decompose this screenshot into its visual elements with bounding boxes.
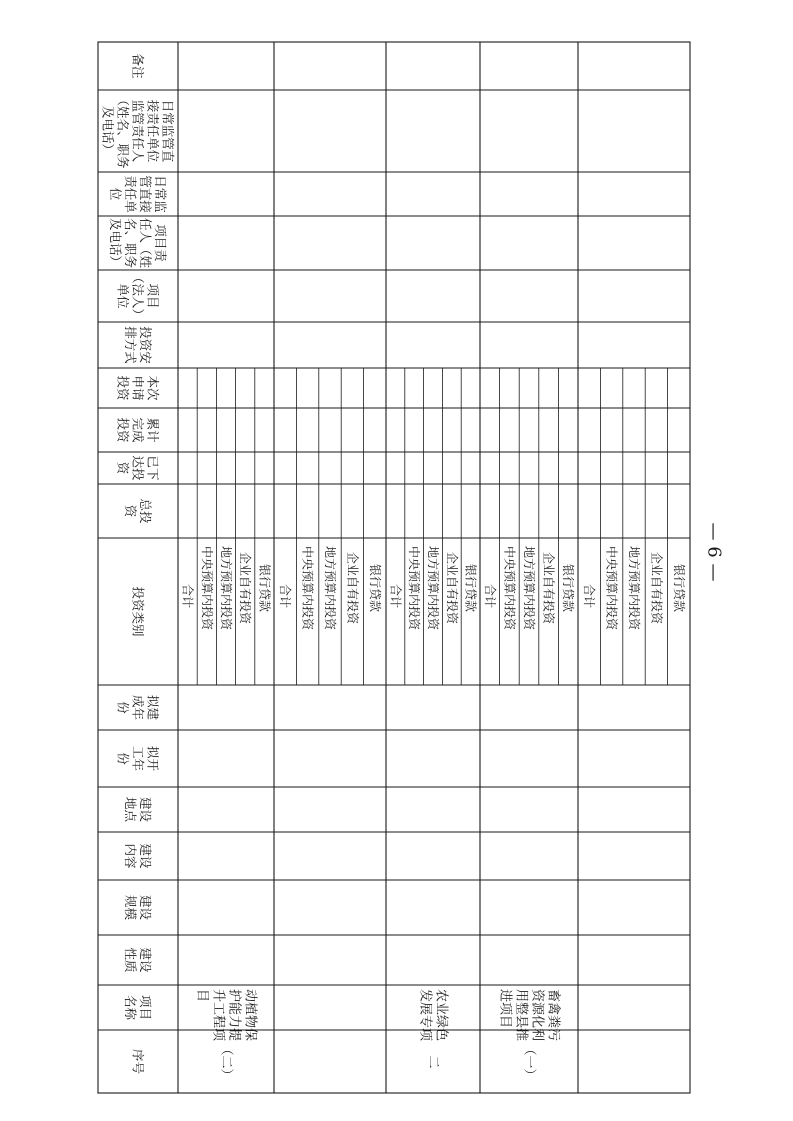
category-label: 中央预算内投资 [300, 545, 315, 631]
svg-text:任人（姓: 任人（姓 [138, 217, 153, 269]
svg-text:累计: 累计 [145, 417, 161, 443]
svg-text:完成: 完成 [130, 417, 146, 443]
category-label: 地方预算内投资 [219, 545, 233, 631]
svg-text:成年: 成年 [130, 694, 146, 721]
svg-text:项目: 项目 [145, 283, 161, 309]
svg-text:拟建: 拟建 [145, 694, 161, 721]
svg-text:建设: 建设 [138, 843, 153, 869]
header-manager [108, 218, 168, 269]
svg-text:及电话）: 及电话） [100, 105, 116, 157]
table-grid [98, 42, 690, 1093]
header-apply [116, 375, 161, 401]
category-label: 合计 [388, 583, 403, 609]
svg-text:资: 资 [115, 461, 131, 475]
svg-text:单位: 单位 [115, 283, 131, 309]
svg-text:备注: 备注 [130, 53, 146, 79]
svg-text:资: 资 [123, 504, 138, 518]
svg-text:总投: 总投 [138, 498, 153, 524]
header-name [123, 995, 153, 1021]
group-name: 发展专项 [417, 989, 433, 1042]
category-label: 企业自有投资 [444, 551, 459, 625]
group-name: 护能力提 [226, 989, 242, 1042]
svg-text:已下: 已下 [145, 455, 161, 481]
group-name: 升工程项 [210, 989, 226, 1042]
svg-text:项目: 项目 [138, 994, 153, 1021]
header-finish [116, 695, 161, 721]
category-label: 银行贷款 [561, 563, 576, 613]
svg-text:日常监管直: 日常监管直 [160, 99, 176, 163]
category-label: 银行贷款 [257, 563, 272, 613]
category-label: 中央预算内投资 [502, 545, 517, 631]
category-label: 银行贷款 [367, 563, 382, 613]
svg-text:序号: 序号 [130, 1048, 146, 1075]
category-label: 合计 [482, 583, 497, 609]
category-label: 地方预算内投资 [627, 545, 641, 631]
svg-text:达投: 达投 [130, 455, 146, 481]
svg-text:（姓名、职务: （姓名、职务 [115, 93, 131, 169]
header-seq [131, 1049, 146, 1074]
svg-text:拟开: 拟开 [145, 745, 161, 772]
svg-text:管直接: 管直接 [138, 175, 153, 213]
category-label: 企业自有投资 [238, 551, 253, 625]
group-seq: （一） [521, 1042, 537, 1082]
header-completed [116, 417, 161, 443]
header-owner [116, 271, 161, 321]
category-label: 地方预算内投资 [323, 545, 337, 631]
page-number: — 6 — [703, 522, 725, 582]
svg-text:规模: 规模 [123, 894, 138, 921]
svg-text:份: 份 [115, 752, 131, 765]
svg-text:名、职务: 名、职务 [123, 217, 138, 269]
category-label: 中央预算内投资 [407, 545, 422, 631]
header-location [123, 797, 153, 823]
svg-text:建设: 建设 [138, 796, 153, 823]
svg-text:性质: 性质 [123, 947, 138, 973]
category-label: 银行贷款 [671, 563, 686, 613]
table-header-row [101, 53, 176, 1074]
category-label: 企业自有投资 [345, 551, 360, 625]
header-scale [123, 895, 153, 921]
header-category [131, 586, 146, 636]
category-label: 企业自有投资 [649, 551, 664, 625]
group-seq: 二 [425, 1055, 441, 1069]
header-total [123, 498, 153, 524]
svg-text:责任单: 责任单 [123, 175, 138, 213]
svg-text:份: 份 [115, 701, 131, 714]
category-label: 地方预算内投资 [426, 545, 440, 631]
svg-text:本次: 本次 [145, 375, 161, 401]
svg-text:名称: 名称 [123, 994, 138, 1021]
svg-text:申请: 申请 [130, 375, 146, 401]
svg-text:项目责: 项目责 [153, 224, 168, 262]
header-content [123, 843, 153, 869]
header-supervisor-person [101, 93, 176, 169]
header-arrangement [123, 326, 153, 364]
svg-text:投资: 投资 [115, 375, 131, 401]
svg-text:内容: 内容 [123, 843, 138, 869]
svg-text:及电话）: 及电话） [108, 217, 123, 269]
svg-text:位: 位 [108, 187, 123, 201]
svg-text:接责任单位: 接责任单位 [145, 99, 161, 163]
group-name: 农业绿色 [433, 989, 449, 1042]
svg-text:监管责任人: 监管责任人 [130, 99, 146, 163]
svg-text:投资: 投资 [115, 417, 131, 443]
svg-text:建设: 建设 [138, 894, 153, 921]
group-name: 畜禽粪污 [545, 989, 561, 1042]
header-start [116, 746, 161, 772]
svg-text:地点: 地点 [123, 796, 138, 823]
category-label: 企业自有投资 [541, 551, 556, 625]
svg-text:投资类别: 投资类别 [130, 586, 146, 637]
category-label: 合计 [582, 583, 597, 609]
header-issued [116, 455, 161, 481]
svg-text:排方式: 排方式 [123, 326, 138, 364]
svg-text:投资安: 投资安 [138, 326, 153, 364]
category-label: 银行贷款 [463, 563, 478, 613]
svg-text:建设: 建设 [138, 947, 153, 973]
table-body [181, 546, 687, 1082]
group-name: 用整县推 [513, 989, 529, 1042]
header-supervisor-unit [108, 175, 168, 213]
group-name: 目 [194, 989, 210, 1003]
group-name: 动植物保 [242, 989, 258, 1042]
svg-text:日常监: 日常监 [153, 175, 168, 213]
svg-text:（法人）: （法人） [130, 270, 146, 322]
header-remark [131, 53, 146, 79]
header-nature [123, 947, 153, 973]
group-name: 进项目 [497, 989, 513, 1029]
category-label: 地方预算内投资 [522, 545, 536, 631]
category-label: 合计 [278, 583, 293, 609]
category-label: 合计 [180, 583, 195, 609]
svg-text:工年: 工年 [130, 745, 146, 772]
category-label: 中央预算内投资 [604, 545, 619, 631]
group-seq: （二） [218, 1042, 234, 1082]
category-label: 中央预算内投资 [199, 545, 214, 631]
group-name: 资源化利 [529, 989, 545, 1042]
